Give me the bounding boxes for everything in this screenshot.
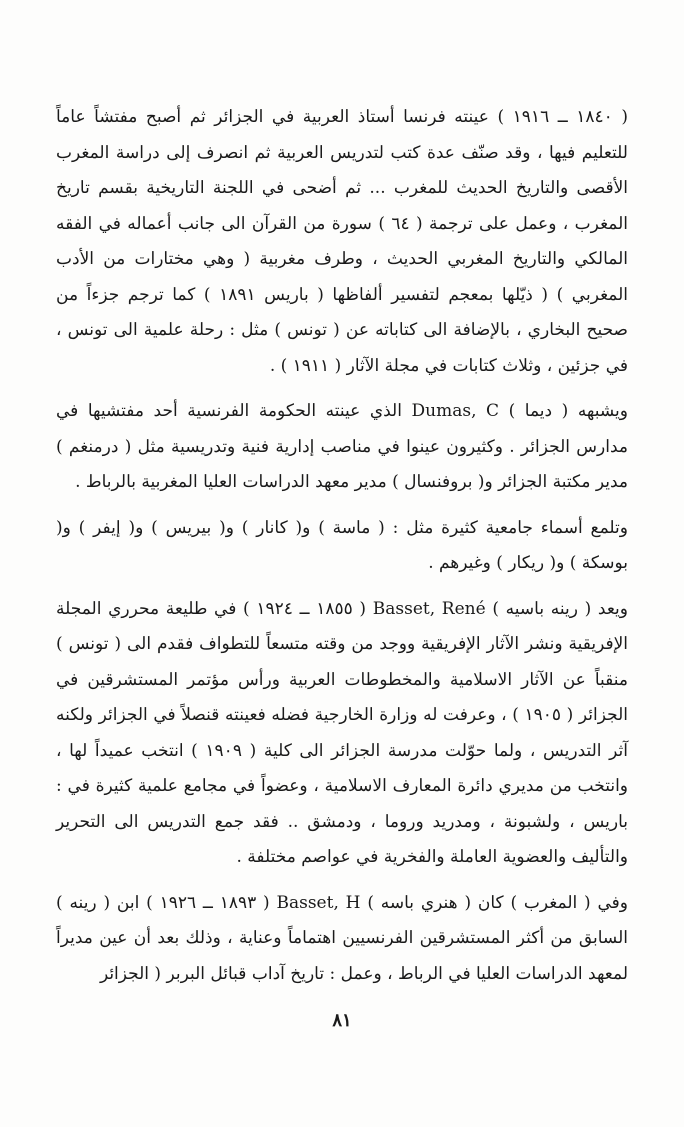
paragraph-3: وتلمع أسماء جامعية كثيرة مثل : ( ماسة ) و( كانار ) و( بيريس ) و( إيفر ) و( بوسكة ) و( ريكار ) وغيرهم . <box>56 517 628 573</box>
paragraph-1: ( ١٨٤٠ ــ ١٩١٦ ) عينته فرنسا أستاذ العربية في الجزائر ثم أصبح مفتشاً عاماً للتعليم فيها ، وقد صنّف عدة كتب لتدريس العربية ثم انصرف إلى دراسة المغرب الأقصى والتاريخ الحديث للمغرب ... ثم أضحى في اللجنة التاريخية بقسم تاريخ المغرب ، وعمل على ترجمة ( ٦٤ ) سورة من القرآن الى جانب أعماله في الفقه المالكي والتاريخ المغربي الحديث ، وطرف مغربية ( وهي مختارات من الأدب المغربي ) ( ذيّلها بمعجم لتفسير ألفاظها ( باريس ١٨٩١ ) كما ترجم جزءاً من صحيح البخاري ، بالإضافة الى كتاباته عن ( تونس ) مثل : رحلة علمية الى تونس ، في جزئين ، وثلاث كتابات في مجلة الآثار ( ١٩١١ ) . <box>56 107 629 376</box>
page-number: ٨١ <box>332 1010 352 1031</box>
paragraph-4: ويعد ( رينه باسيه ) Basset, René ( ١٨٥٥ ــ ١٩٢٤ ) في طليعة محرري المجلة الإفريقية ونشر الآثار الإفريقية ووجد من وقته متسعاً للتطواف فقدم الى ( تونس ) منقباً عن الآثار الاسلامية والمخطوطات العربية ورأس مؤتمر المستشرقين في الجزائر ( ١٩٠٥ ) ، وعرفت له وزارة الخارجية فضله فعينته قنصلاً في الجزائر ولكنه آثر التدريس ، ولما حوّلت مدرسة الجزائر الى كلية ( ١٩٠٩ ) انتخب عميداً لها ، وانتخب من مديري دائرة المعارف الاسلامية ، وعضواً في مجامع علمية كثيرة في : باريس ، ولشبونة ، ومدريد وروما ، ودمشق .. فقد جمع التدريس الى التحرير والتأليف والعضوية العاملة والفخرية في عواصم مختلفة . <box>56 598 628 867</box>
paragraph-2: ويشبهه ( ديما ) Dumas, C الذي عينته الحكومة الفرنسية أحد مفتشيها في مدارس الجزائر . وكثيرون عينوا في مناصب إدارية فنية وتدريسية مثل ( درمنغم ) مدير مكتبة الجزائر و( بروفنسال ) مدير معهد الدراسات العليا المغربية بالرباط . <box>56 401 629 492</box>
body-text <box>56 100 628 992</box>
paragraph-5: وفي ( المغرب ) كان ( هنري باسه ) Basset, H ( ١٨٩٣ ــ ١٩٢٦ ) ابن ( رينه ) السابق من أكثر المستشرقين الفرنسيين اهتماماً وعناية ، وذلك بعد أن عين مديراً لمعهد الدراسات العليا في الرباط ، وعمل : تاريخ آداب قبائل البربر ( الجزائر <box>56 892 628 984</box>
